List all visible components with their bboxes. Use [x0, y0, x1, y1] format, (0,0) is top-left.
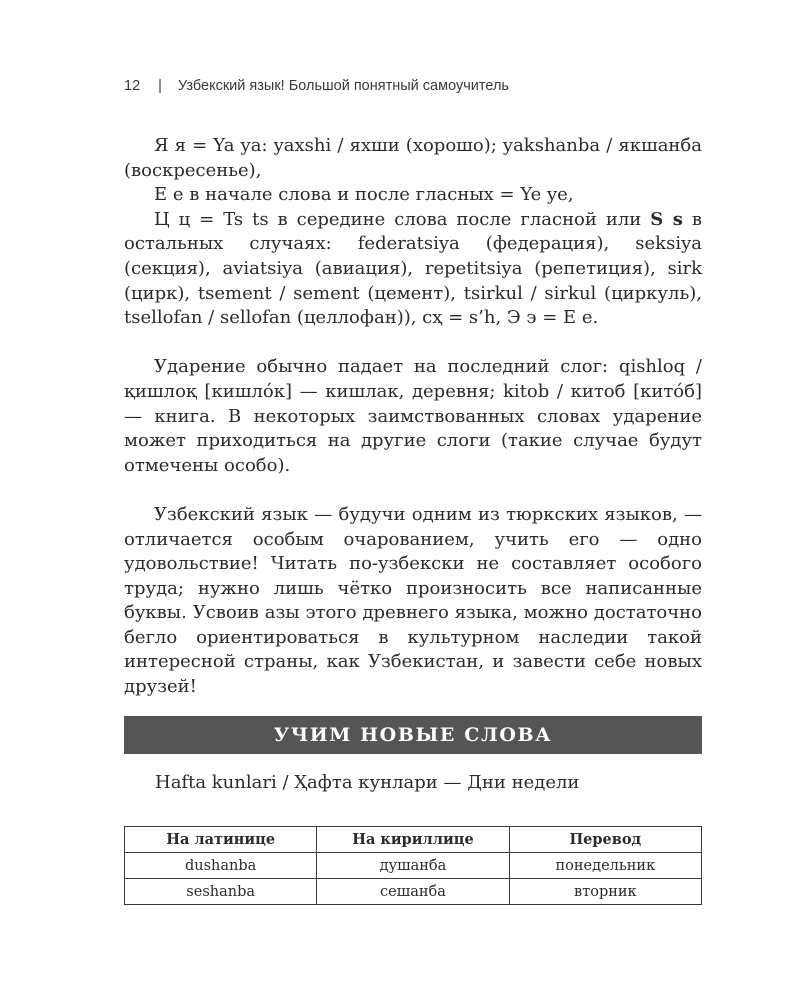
- column-header-latin: На латинице: [125, 827, 317, 853]
- paragraph-stress: Ударение обычно падает на последний слог: qishloq / қишлоқ [кишло́к] — кишлак, деревня; kitob / китоб [кито́б] — книга. В некоторых заимствованных словах ударение может приходиться на другие слоги (такие случае будут отмечены особо).: [124, 356, 702, 476]
- paragraph-ts-bold: S s: [650, 208, 683, 230]
- cell-latin: seshanba: [125, 879, 317, 905]
- column-header-cyrillic: На кириллице: [317, 827, 509, 853]
- header-separator: |: [158, 78, 162, 94]
- cell-latin: dushanba: [125, 853, 317, 879]
- table-row: [125, 853, 702, 879]
- cell-translation: вторник: [509, 879, 701, 905]
- page-number: 12: [124, 78, 141, 94]
- paragraph-ye: Е е в начале слова и после гласных = Ye ye,: [154, 184, 574, 206]
- section-subtitle: Hafta kunlari / Ҳафта кунлари — Дни недели: [155, 772, 580, 793]
- paragraph-ts-text: Ц ц = Ts ts в середине слова после гласной или: [154, 208, 651, 230]
- cell-translation: понедельник: [509, 853, 701, 879]
- table-row: [125, 879, 702, 905]
- section-banner: УЧИМ НОВЫЕ СЛОВА: [124, 716, 702, 754]
- book-title: Узбекский язык! Большой понятный самоучитель: [177, 78, 509, 94]
- running-header: [124, 78, 509, 94]
- cell-cyrillic: сешанба: [317, 879, 509, 905]
- paragraph-ts: [124, 208, 702, 331]
- paragraph-uzbek: Узбекский язык — будучи одним из тюркских языков, — отличается особым очарованием, учить его — одно удовольствие! Читать по-узбекски не составляет особого труда; нужно лишь чётко произносить все написанные буквы. Усвоив азы этого древнего языка, можно достаточно бегло ориентироваться в культурном наследии такой интересной страны, как Узбекистан, и завести себе новых друзей!: [124, 503, 702, 698]
- cell-cyrillic: душанба: [317, 853, 509, 879]
- table-header-row: [125, 827, 702, 853]
- column-header-translation: Перевод: [509, 827, 701, 853]
- vocabulary-table: [124, 826, 702, 905]
- paragraph-ya: Я я = Ya ya: yaxshi / яхши (хорошо); yakshanba / якшанба (воскресенье),: [124, 135, 702, 181]
- body-text: [124, 134, 702, 700]
- paragraph-ts-rest: в остальных случаях: federatsiya (федерация), seksiya (секция), aviatsiya (авиация), repetitsiya (репетиция), sirk (цирк), tsement / sement (цемент), tsirkul / sirkul (циркуль), tsellofan / sellofan (целлофан)), сҳ = s’h, Э э = Е е.: [124, 208, 702, 329]
